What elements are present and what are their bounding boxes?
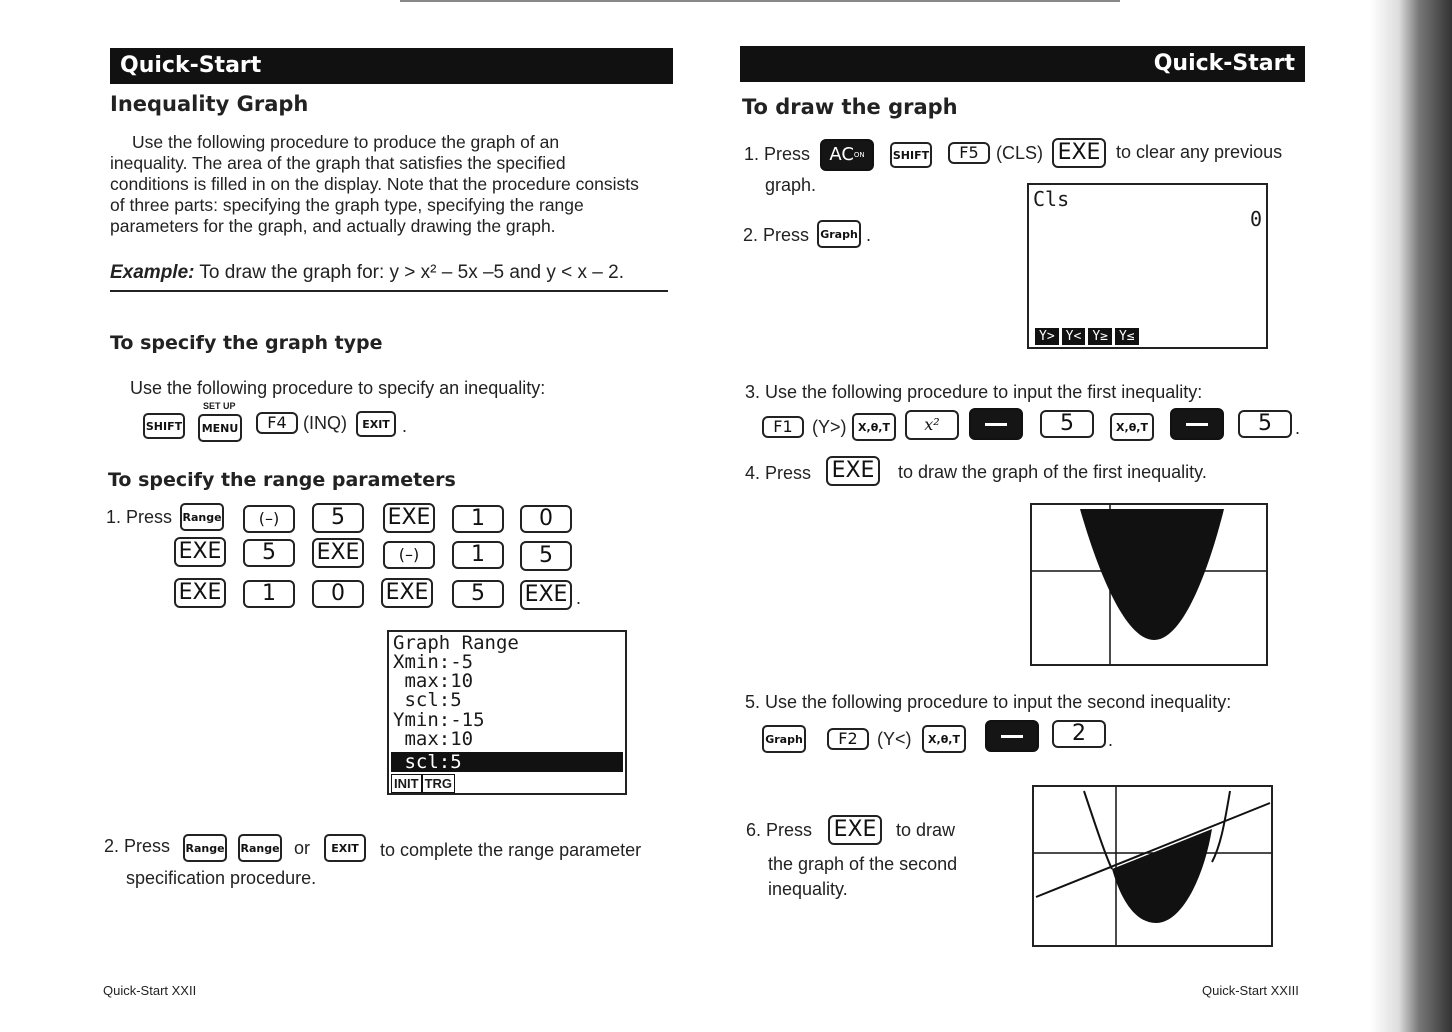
menu-key[interactable]: MENU	[198, 414, 242, 442]
exe-key[interactable]: EXE	[174, 578, 226, 608]
digit-1-key[interactable]: 1	[243, 580, 295, 608]
draw-step6: 6. Press	[746, 820, 813, 840]
cls-softkeys	[1035, 327, 1142, 345]
draw-step6-text: to draw	[896, 820, 956, 840]
digit-1-key[interactable]: 1	[452, 541, 504, 569]
shift-key[interactable]: SHIFT	[143, 413, 185, 439]
digit-2-key[interactable]: 2	[1052, 720, 1106, 748]
softkey-y-greater-equal[interactable]: Y≥	[1088, 328, 1112, 345]
digit-5-key[interactable]: 5	[1238, 410, 1292, 438]
draw-step5-period: .	[1108, 730, 1114, 750]
y-greater-label: (Y>)	[812, 417, 847, 437]
range-key[interactable]: Range	[238, 834, 282, 862]
draw-step6-text3: inequality.	[768, 879, 848, 899]
draw-step6-text2: the graph of the second	[768, 854, 958, 874]
digit-0-key[interactable]: 0	[312, 580, 364, 608]
graph-key[interactable]: Graph	[762, 725, 806, 753]
draw-step5-text: 5. Use the following procedure to input the second inequality:	[745, 692, 1232, 712]
digit-0-key[interactable]: 0	[520, 505, 572, 533]
filled-parabola-region	[1080, 509, 1224, 640]
step2-text2: specification procedure.	[126, 868, 317, 888]
exit-key[interactable]: EXIT	[324, 834, 366, 862]
ac-label: AC	[829, 144, 854, 165]
exe-key[interactable]: EXE	[174, 537, 226, 567]
range-key[interactable]: Range	[180, 503, 224, 531]
draw-step1: 1. Press	[744, 144, 811, 164]
type-period: .	[402, 416, 408, 436]
draw-step2-period: .	[866, 225, 872, 245]
range-heading: To specify the range parameters	[108, 469, 456, 491]
exe-key[interactable]: EXE	[828, 815, 882, 845]
shift-key[interactable]: SHIFT	[890, 142, 932, 168]
minus-sign	[1186, 423, 1208, 426]
digit-1-key[interactable]: 1	[452, 505, 504, 533]
right-banner: Quick-Start	[740, 46, 1305, 82]
draw-step4: 4. Press	[745, 463, 812, 483]
exe-key[interactable]: EXE	[383, 503, 435, 533]
softkey-y-less[interactable]: Y<	[1062, 328, 1086, 345]
book-binding-edge	[1370, 0, 1452, 1032]
x-theta-t-key[interactable]: X,θ,T	[922, 725, 966, 753]
second-inequality-graph	[1032, 785, 1273, 947]
setup-label: SET UP	[203, 401, 236, 411]
ac-sup: ON	[853, 150, 865, 159]
minus-key[interactable]	[985, 720, 1039, 752]
example-line	[110, 262, 624, 284]
draw-graph-title: To draw the graph	[742, 95, 958, 119]
draw-step4-text: to draw the graph of the first inequality.	[898, 462, 1207, 482]
digit-5-key[interactable]: 5	[520, 541, 572, 571]
digit-5-key[interactable]: 5	[1040, 410, 1094, 438]
inq-label: (INQ)	[303, 413, 347, 433]
ac-on-key[interactable]	[820, 139, 874, 171]
right-footer: Quick-Start XXIII	[1202, 983, 1299, 998]
f4-key[interactable]: F4	[256, 412, 298, 434]
draw-step1-text2: graph.	[765, 175, 817, 195]
x-theta-t-key[interactable]: X,θ,T	[1110, 413, 1154, 441]
cls-result: 0	[1249, 207, 1262, 231]
digit-5-key[interactable]: 5	[452, 580, 504, 608]
cls-label: (CLS)	[996, 143, 1044, 163]
screen-line: max:10	[393, 670, 474, 692]
graph-type-heading: To specify the graph type	[110, 332, 383, 354]
parabola-left-branch	[1084, 791, 1112, 869]
screen-line: max:10	[393, 728, 474, 750]
first-graph-svg	[1032, 505, 1266, 664]
f1-key[interactable]: F1	[762, 416, 804, 438]
range-keys-period: .	[576, 588, 582, 608]
graph-type-instruction: Use the following procedure to specify an inequality:	[130, 378, 546, 398]
negative-key[interactable]: (–)	[383, 541, 435, 569]
minus-key[interactable]	[969, 408, 1023, 440]
softkey-trg[interactable]: TRG	[422, 774, 455, 793]
intro-paragraph: Use the following procedure to produce the graph of an inequality. The area of the graph that satisfies the specified conditions is filled in on the display. Note that the procedure consists of three parts: specifying the graph type, specifying the range parameters for the graph, and actually drawing the graph.	[110, 132, 639, 236]
parabola-right-branch	[1212, 791, 1230, 862]
draw-step1-text: to clear any previous	[1116, 142, 1283, 162]
left-footer: Quick-Start XXII	[103, 983, 197, 998]
screen-line-highlight: scl:5	[391, 752, 623, 772]
range-step1: 1. Press	[106, 507, 173, 527]
softkey-init[interactable]: INIT	[391, 774, 422, 793]
softkey-y-greater[interactable]: Y>	[1035, 328, 1059, 345]
draw-step2: 2. Press	[743, 225, 810, 245]
filled-intersection-region	[1112, 829, 1212, 923]
or-text: or	[294, 838, 311, 858]
draw-step3-text: 3. Use the following procedure to input the first inequality:	[745, 382, 1203, 402]
exe-key[interactable]: EXE	[520, 580, 572, 610]
minus-sign	[1001, 735, 1023, 738]
y-less-label: (Y<)	[877, 729, 912, 749]
exe-key[interactable]: EXE	[312, 538, 364, 568]
softkey-y-less-equal[interactable]: Y≤	[1115, 328, 1139, 345]
graph-range-screen	[387, 630, 627, 795]
minus-key[interactable]	[1170, 408, 1224, 440]
exe-key[interactable]: EXE	[826, 456, 880, 486]
screen-line: Ymin:-15	[393, 709, 485, 731]
negative-key[interactable]: (–)	[243, 505, 295, 533]
screen-line: Xmin:-5	[393, 651, 474, 673]
f5-key[interactable]: F5	[948, 142, 990, 164]
left-banner: Quick-Start	[110, 48, 673, 84]
example-underline	[110, 290, 668, 292]
example-text: To draw the graph for: y > x² – 5x –5 and y < x – 2.	[199, 262, 624, 283]
f2-key[interactable]: F2	[827, 728, 869, 750]
step2-text: to complete the range parameter	[380, 840, 642, 860]
digit-5-key[interactable]: 5	[312, 503, 364, 533]
range-step2: 2. Press	[104, 836, 171, 856]
exe-key[interactable]: EXE	[1052, 138, 1106, 168]
example-label: Example:	[110, 262, 195, 283]
minus-sign	[985, 423, 1007, 426]
cls-screen	[1027, 183, 1268, 349]
second-graph-svg	[1034, 787, 1271, 945]
inequality-graph-title: Inequality Graph	[110, 92, 309, 116]
exit-key[interactable]: EXIT	[356, 411, 396, 437]
x-squared-key[interactable]: x²	[905, 410, 959, 440]
draw-step3-period: .	[1295, 418, 1301, 438]
softkey-bar	[391, 774, 455, 793]
x-theta-t-key[interactable]: X,θ,T	[852, 413, 896, 441]
cls-line: Cls	[1033, 187, 1070, 211]
digit-5-key[interactable]: 5	[243, 539, 295, 567]
scan-top-edge	[400, 0, 1120, 2]
exe-key[interactable]: EXE	[381, 578, 433, 608]
graph-key[interactable]: Graph	[817, 220, 861, 248]
screen-line: Graph Range	[393, 632, 519, 654]
range-key[interactable]: Range	[183, 834, 227, 862]
screen-line: scl:5	[393, 689, 462, 711]
first-inequality-graph	[1030, 503, 1268, 666]
